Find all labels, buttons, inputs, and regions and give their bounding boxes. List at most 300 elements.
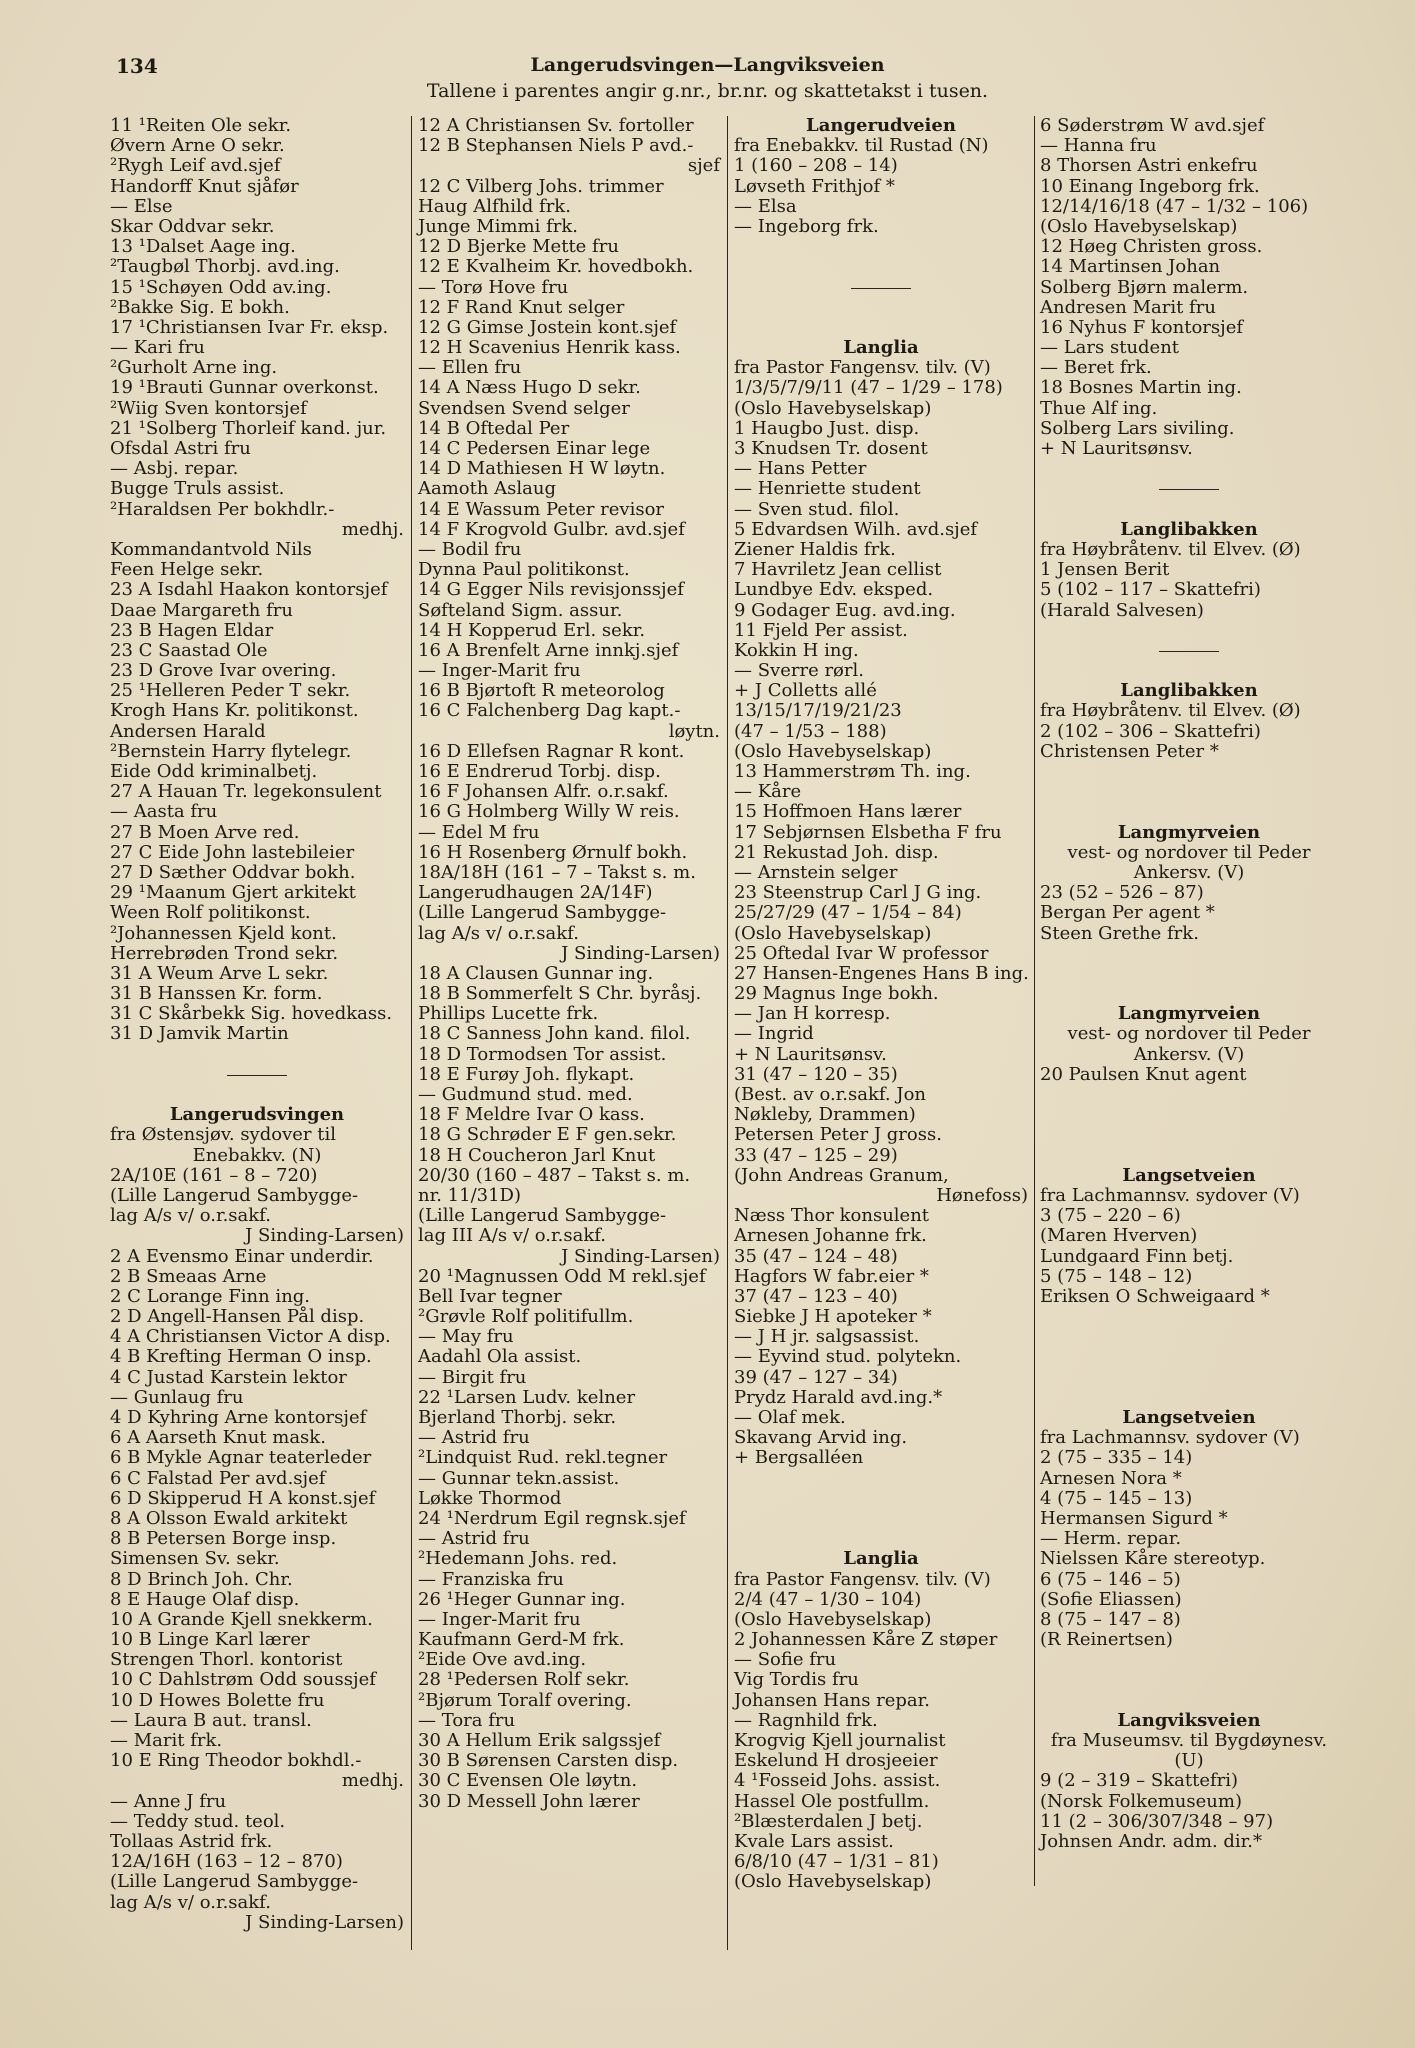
entry-line: 10 C Dahlstrøm Odd soussjef [110, 1669, 376, 1691]
entry-line: — Ingrid [734, 1023, 814, 1045]
entry-line: 1 (160 – 208 – 14) [734, 155, 898, 177]
entry-line: Christensen Peter * [1040, 740, 1219, 762]
entry-line: 14 D Mathiesen H W løytn. [418, 458, 666, 480]
entry-line: 22 ¹Larsen Ludv. kelner [418, 1386, 636, 1408]
entry-line: 12 G Gimse Jostein kont.sjef [418, 316, 677, 338]
entry-line: Nøkleby, Drammen) [734, 1104, 916, 1126]
entry-line: Næss Thor konsulent [734, 1205, 930, 1227]
entry-line: 3 Knudsen Tr. dosent [734, 438, 928, 459]
entry-line: — Lars student [1040, 337, 1180, 359]
entry-line: Feen Helge sekr. [110, 559, 264, 581]
entry-line: 13/15/17/19/21/23 [734, 700, 902, 722]
entry-line: 12 C Vilberg Johs. trimmer [418, 175, 664, 197]
entry-line: lag A/s v/ o.r.sakf. [418, 922, 579, 944]
blank-line [734, 1469, 1028, 1489]
entry-line: Andersen Harald [110, 720, 266, 742]
entry-line: — Ragnhild frk. [734, 1709, 878, 1731]
entry-line: 12 D Bjerke Mette fru [418, 236, 619, 258]
entry-line: Solberg Bjørn malerm. [1040, 276, 1249, 298]
entry-line: 10 E Ring Theodor bokhdl.- [110, 1750, 362, 1772]
entry-line: 8 A Olsson Ewald arkitekt [110, 1507, 348, 1529]
entry-line: 8 (75 – 147 – 8) [1040, 1608, 1181, 1630]
entry-line: 2 D Angell-Hansen Pål disp. [110, 1306, 365, 1328]
entry-line: Arnesen Nora * [1040, 1467, 1182, 1489]
entry-line: 2A/10E (161 – 8 – 720) [110, 1164, 318, 1186]
entry-line: Bergan Per agent * [1040, 902, 1215, 924]
entry-line: 31 B Hanssen Kr. form. [110, 983, 323, 1005]
entry-line: ²Bjørum Toralf overing. [418, 1689, 632, 1711]
entry-line: Løkke Thormod [418, 1487, 562, 1509]
street-heading: Langlia [843, 1548, 919, 1570]
entry-line: — Kåre [734, 781, 802, 803]
blank-line [1040, 500, 1338, 520]
entry-line: 35 (47 – 124 – 48) [734, 1245, 898, 1267]
entry-line: Junge Mimmi frk. [418, 215, 578, 237]
blank-line [1040, 1691, 1338, 1711]
entry-line: 14 B Oftedal Per [418, 417, 570, 439]
entry-line: — Gunnar tekn.assist. [418, 1467, 620, 1489]
entry-line: Steen Grethe frk. [1040, 922, 1199, 944]
entry-line: 16 Nyhus F kontorsjef [1040, 316, 1244, 338]
entry-line: (Harald Salvesen) [1040, 599, 1204, 621]
entry-line: 8 B Petersen Borge insp. [110, 1528, 337, 1550]
blank-line [734, 1489, 1028, 1509]
entry-continuation: medhj. [341, 1770, 404, 1792]
blank-line [734, 1509, 1028, 1529]
entry-line: — Olaf mek. [734, 1407, 846, 1428]
entry-line: 17 Sebjørnsen Elsbetha F fru [734, 821, 1002, 843]
entry-line: 21 Rekustad Joh. disp. [734, 841, 939, 863]
entry-line: 20 ¹Magnussen Odd M rekl.sjef [418, 1265, 706, 1287]
entry-line: Lundbye Edv. eksped. [734, 579, 934, 601]
entry-line: Bugge Truls assist. [110, 478, 285, 500]
entry-line: 6 Søderstrøm W avd.sjef [1040, 115, 1265, 136]
entry-line: 27 B Moen Arve red. [110, 821, 300, 843]
entry-line: 2/4 (47 – 1/30 – 104) [734, 1588, 922, 1610]
entry-line: lag A/s v/ o.r.sakf. [110, 1891, 271, 1913]
entry-line: fra Høybråtenv. til Elvev. (Ø) [1040, 700, 1301, 722]
entry-line: — Arnstein selger [734, 861, 898, 883]
directory-column-1 [110, 116, 404, 1933]
entry-line: Lundgaard Finn betj. [1040, 1245, 1234, 1267]
entry-line: Bell Ivar tegner [418, 1285, 562, 1307]
blank-line [1040, 1388, 1338, 1408]
entry-line: (Oslo Havebyselskap) [734, 397, 932, 419]
entry-line: Daae Margareth fru [110, 599, 293, 621]
entry-line: 7 Havriletz Jean cellist [734, 559, 942, 581]
entry-line: 12 E Kvalheim Kr. hovedbokh. [418, 256, 694, 278]
blank-line [110, 1085, 404, 1105]
entry-line: Svendsen Svend selger [418, 397, 630, 419]
entry-line: ²Johannessen Kjeld kont. [110, 922, 337, 944]
blank-line [1040, 1670, 1338, 1690]
entry-line: — Kari fru [110, 337, 205, 359]
entry-line: ²Haraldsen Per bokhdlr.- [110, 498, 335, 520]
entry-line: 9 Godager Eug. avd.ing. [734, 599, 956, 621]
blank-line [1040, 1307, 1338, 1327]
entry-line: 18 D Tormodsen Tor assist. [418, 1043, 667, 1065]
entry-line: 18 H Coucheron Jarl Knut [418, 1144, 656, 1166]
entry-line: Strengen Thorl. kontorist [110, 1649, 343, 1671]
entry-line: 16 E Endrerud Torbj. disp. [418, 761, 661, 782]
entry-line: Dynna Paul politikonst. [418, 559, 630, 581]
street-description: (U) [1174, 1750, 1204, 1772]
entry-line: (R Reinertsen) [1040, 1629, 1173, 1651]
directory-column-4 [1040, 116, 1338, 1852]
entry-line: 4 D Kyhring Arne kontorsjef [110, 1407, 367, 1428]
street-description: Ankersv. (V) [1133, 1043, 1245, 1065]
entry-line: 27 D Sæther Oddvar bokh. [110, 861, 356, 883]
entry-line: 9 (2 – 319 – Skattefri) [1040, 1770, 1239, 1792]
blank-line [110, 1045, 404, 1065]
entry-line: 5 (75 – 148 – 12) [1040, 1265, 1193, 1287]
entry-line: — Asbj. repar. [110, 458, 239, 480]
entry-line: 23 D Grove Ivar overing. [110, 660, 337, 682]
entry-line: 1 Jensen Berit [1040, 559, 1170, 581]
entry-line: 26 ¹Heger Gunnar ing. [418, 1588, 626, 1610]
entry-line: lag III A/s v/ o.r.sakf. [418, 1225, 606, 1247]
entry-line: Skar Oddvar sekr. [110, 215, 275, 237]
entry-line: Løvseth Frithjof * [734, 175, 895, 197]
entry-line: 14 C Pedersen Einar lege [418, 438, 651, 459]
entry-line: ²Blæsterdalen J betj. [734, 1810, 923, 1832]
entry-line: — Elsa [734, 195, 797, 217]
entry-line: + N Lauritsønsv. [1040, 438, 1193, 459]
entry-line: lag A/s v/ o.r.sakf. [110, 1205, 271, 1227]
street-heading: Langlia [843, 337, 919, 359]
entry-line: 20 Paulsen Knut agent [1040, 1063, 1247, 1085]
entry-line: 31 (47 – 120 – 35) [734, 1063, 898, 1085]
entry-line: 23 C Saastad Ole [110, 639, 268, 661]
entry-line: 23 (52 – 526 – 87) [1040, 882, 1204, 904]
entry-line: (Sofie Eliassen) [1040, 1588, 1182, 1610]
entry-line: 14 G Egger Nils revisjonssjef [418, 579, 684, 601]
entry-line: — Eyvind stud. polytekn. [734, 1346, 962, 1368]
section-separator [1040, 641, 1338, 661]
entry-line: (Lille Langerud Sambygge- [110, 1184, 359, 1206]
entry-line: 27 Hansen-Engenes Hans B ing. [734, 962, 1029, 984]
entry-line: (Oslo Havebyselskap) [734, 922, 932, 944]
entry-line: — Marit frk. [110, 1730, 223, 1751]
entry-line: 12 B Stephansen Niels P avd.- [418, 135, 694, 157]
entry-line: — May fru [418, 1326, 514, 1348]
entry-line: Hassel Ole postfullm. [734, 1790, 930, 1812]
blank-line [1040, 782, 1338, 802]
entry-line: + Bergsalléen [734, 1447, 864, 1469]
entry-line: Arnesen Johanne frk. [734, 1225, 927, 1247]
entry-line: Handorff Knut sjåfør [110, 175, 299, 197]
entry-line: — Ellen fru [418, 357, 522, 379]
entry-line: Krogh Hans Kr. politikonst. [110, 700, 359, 722]
column-divider [727, 116, 728, 1950]
entry-line: — Teddy stud. teol. [110, 1810, 286, 1832]
entry-line: 27 C Eide John lastebileier [110, 841, 355, 863]
entry-line: 27 A Hauan Tr. legekonsulent [110, 781, 382, 803]
entry-line: 30 C Evensen Ole løytn. [418, 1770, 638, 1792]
entry-line: Hermansen Sigurd * [1040, 1507, 1228, 1529]
blank-line [734, 318, 1028, 338]
entry-line: 5 (102 – 117 – Skattefri) [1040, 579, 1261, 601]
street-description: vest- og nordover til Peder [1067, 841, 1311, 863]
entry-line: fra Pastor Fangensv. tilv. (V) [734, 1568, 991, 1590]
entry-line: (Best. av o.r.sakf. Jon [734, 1084, 927, 1105]
entry-line: 25/27/29 (47 – 1/54 – 84) [734, 902, 962, 924]
entry-line: Siebke J H apoteker * [734, 1306, 932, 1328]
entry-line: (John Andreas Granum, [734, 1164, 949, 1186]
entry-line: 11 ¹Reiten Ole sekr. [110, 115, 292, 136]
street-heading: Langsetveien [1122, 1407, 1256, 1428]
entry-line: 10 D Howes Bolette fru [110, 1689, 325, 1711]
entry-line: 12/14/16/18 (47 – 1/32 – 106) [1040, 195, 1309, 217]
entry-line: 16 A Brenfelt Arne innkj.sjef [418, 639, 679, 661]
entry-line: 14 F Krogvold Gulbr. avd.sjef [418, 518, 685, 540]
entry-line: 37 (47 – 123 – 40) [734, 1285, 898, 1307]
entry-line: 13 Hammerstrøm Th. ing. [734, 761, 971, 782]
entry-line: Phillips Lucette frk. [418, 1003, 599, 1025]
entry-line: 4 C Justad Karstein lektor [110, 1366, 347, 1388]
street-description: Ankersv. (V) [1133, 861, 1245, 883]
entry-line: Bjerland Thorbj. sekr. [418, 1407, 617, 1428]
entry-line: Solberg Lars siviling. [1040, 417, 1235, 439]
entry-line: — Birgit fru [418, 1366, 527, 1388]
street-heading: Langmyrveien [1117, 1003, 1261, 1025]
column-divider [1034, 116, 1035, 1886]
entry-line: — Astrid fru [418, 1427, 530, 1449]
entry-line: 16 G Holmberg Willy W reis. [418, 801, 680, 823]
entry-line: 13 ¹Dalset Aage ing. [110, 236, 296, 258]
entry-line: Skavang Arvid ing. [734, 1427, 908, 1449]
entry-line: 12 H Scavenius Henrik kass. [418, 337, 681, 359]
entry-line: 4 B Krefting Herman O insp. [110, 1346, 372, 1368]
entry-line: — Franziska fru [418, 1568, 564, 1590]
entry-line: 31 A Weum Arve L sekr. [110, 962, 329, 984]
entry-line: 12 Høeg Christen gross. [1040, 236, 1263, 258]
entry-line: — Hans Petter [734, 458, 867, 480]
entry-line: 2 C Lorange Finn ing. [110, 1285, 311, 1307]
entry-continuation: J Sinding-Larsen) [561, 942, 720, 964]
entry-line: 16 H Rosenberg Ørnulf bokh. [418, 841, 688, 863]
entry-line: — Sofie fru [734, 1649, 837, 1671]
entry-line: (Lille Langerud Sambygge- [418, 1205, 667, 1227]
blank-line [734, 257, 1028, 277]
entry-line: 18 F Meldre Ivar O kass. [418, 1104, 645, 1126]
entry-line: Prydz Harald avd.ing.* [734, 1386, 943, 1408]
entry-line: 15 Hoffmoen Hans lærer [734, 801, 962, 823]
entry-line: 33 (47 – 125 – 29) [734, 1144, 898, 1166]
entry-line: — J H jr. salgsassist. [734, 1326, 920, 1348]
street-heading: Langerudsvingen [169, 1104, 345, 1126]
entry-line: 29 Magnus Inge bokh. [734, 983, 939, 1005]
street-heading: Langsetveien [1122, 1164, 1256, 1186]
entry-line: 11 (2 – 306/307/348 – 97) [1040, 1810, 1274, 1832]
entry-line: Eriksen O Schweigaard * [1040, 1285, 1270, 1307]
entry-line: (Lille Langerud Sambygge- [110, 1871, 359, 1893]
entry-line: Johnsen Andr. adm. dir.* [1040, 1830, 1263, 1852]
entry-line: Krogvig Kjell journalist [734, 1730, 946, 1751]
entry-line: Johansen Hans repar. [734, 1689, 931, 1711]
entry-line: Ziener Haldis frk. [734, 538, 896, 560]
entry-line: Thue Alf ing. [1040, 397, 1158, 419]
entry-line: Ween Rolf politikonst. [110, 902, 311, 924]
blank-line [1040, 1105, 1338, 1125]
entry-line: Herrebrøden Trond sekr. [110, 942, 339, 964]
entry-line: Kaufmann Gerd-M frk. [418, 1629, 625, 1651]
street-description: vest- og nordover til Peder [1067, 1023, 1311, 1045]
entry-line: (47 – 1/53 – 188) [734, 720, 887, 742]
entry-line: 14 H Kopperud Erl. sekr. [418, 619, 646, 641]
entry-line: — Inger-Marit fru [418, 1608, 581, 1630]
entry-line: 12A/16H (163 – 12 – 870) [110, 1851, 343, 1873]
entry-line: ²Taugbøl Thorbj. avd.ing. [110, 256, 340, 278]
entry-continuation: J Sinding-Larsen) [561, 1245, 720, 1267]
entry-line: (Oslo Havebyselskap) [734, 1608, 932, 1630]
entry-line: 10 A Grande Kjell snekkerm. [110, 1608, 373, 1630]
entry-continuation: J Sinding-Larsen) [245, 1225, 404, 1247]
entry-line: 8 D Brinch Joh. Chr. [110, 1568, 293, 1590]
entry-line: Tollaas Astrid frk. [110, 1830, 273, 1852]
entry-line: Aamoth Aslaug [418, 478, 557, 500]
entry-line: 18A/18H (161 – 7 – Takst s. m. [418, 861, 696, 883]
entry-line: 25 Oftedal Ivar W professor [734, 942, 989, 964]
entry-line: fra Østensjøv. sydover til [110, 1124, 336, 1146]
entry-line: 2 B Smeaas Arne [110, 1265, 267, 1287]
entry-line: 6 C Falstad Per avd.sjef [110, 1467, 326, 1489]
column-divider [411, 116, 412, 1950]
entry-line: 6 B Mykle Agnar teaterleder [110, 1447, 372, 1469]
blank-line [734, 1529, 1028, 1549]
page-subtitle: Tallene i parentes angir g.nr., br.nr. og skattetakst i tusen. [426, 80, 989, 102]
entry-line: — Tora fru [418, 1709, 516, 1731]
entry-line: Kvale Lars assist. [734, 1830, 894, 1852]
entry-line: 39 (47 – 127 – 34) [734, 1366, 898, 1388]
entry-continuation: J Sinding-Larsen) [245, 1911, 404, 1933]
entry-line: ²Bakke Sig. E bokh. [110, 296, 290, 318]
entry-line: — Gudmund stud. med. [418, 1084, 633, 1105]
entry-line: 19 ¹Brauti Gunnar overkonst. [110, 377, 379, 399]
entry-line: fra Høybråtenv. til Elvev. (Ø) [1040, 538, 1301, 560]
entry-line: 18 E Furøy Joh. flykapt. [418, 1063, 635, 1085]
entry-line: — Henriette student [734, 478, 921, 500]
entry-line: fra Pastor Fangensv. tilv. (V) [734, 357, 991, 379]
entry-line: Ofsdal Astri fru [110, 438, 251, 459]
blank-line [1040, 1347, 1338, 1367]
entry-line: 6 (75 – 146 – 5) [1040, 1568, 1181, 1590]
section-separator [734, 278, 1028, 298]
entry-line: 18 B Sommerfelt S Chr. byråsj. [418, 983, 702, 1005]
entry-line: 14 A Næss Hugo D sekr. [418, 377, 641, 399]
entry-line: 15 ¹Schøyen Odd av.ing. [110, 276, 332, 298]
entry-line: — Edel M fru [418, 821, 540, 843]
blank-line [1040, 964, 1338, 984]
entry-line: ²Wiig Sven kontorsjef [110, 397, 307, 419]
entry-line: ²Rygh Leif avd.sjef [110, 155, 281, 177]
entry-line: — Laura B aut. transl. [110, 1709, 312, 1731]
blank-line [1040, 1327, 1338, 1347]
entry-line: 6 A Aarseth Knut mask. [110, 1427, 326, 1449]
entry-line: + N Lauritsønsv. [734, 1043, 887, 1065]
entry-line: 25 ¹Helleren Peder T sekr. [110, 680, 351, 702]
entry-line: 30 B Sørensen Carsten disp. [418, 1750, 679, 1772]
entry-line: ²Eide Ove avd.ing. [418, 1649, 587, 1671]
blank-line [1040, 459, 1338, 479]
entry-line: (Oslo Havebyselskap) [734, 740, 932, 762]
street-heading: Langerudveien [806, 115, 956, 136]
entry-line: 18 C Sanness John kand. filol. [418, 1023, 691, 1045]
entry-line: 2 (102 – 306 – Skattefri) [1040, 720, 1261, 742]
entry-line: — Aasta fru [110, 801, 218, 823]
entry-continuation: løytn. [668, 720, 720, 742]
page-number: 134 [116, 54, 158, 78]
entry-line: 1/3/5/7/9/11 (47 – 1/29 – 178) [734, 377, 1003, 399]
entry-line: 18 G Schrøder E F gen.sekr. [418, 1124, 677, 1146]
entry-line: — Hanna fru [1040, 135, 1157, 157]
entry-line: ²Grøvle Rolf politifullm. [418, 1306, 634, 1328]
entry-line: 23 B Hagen Eldar [110, 619, 274, 641]
entry-line: 31 C Skårbekk Sig. hovedkass. [110, 1003, 393, 1025]
entry-line: — Beret frk. [1040, 357, 1152, 379]
entry-line: ²Hedemann Johs. red. [418, 1548, 618, 1570]
entry-line: 20/30 (160 – 487 – Takst s. m. [418, 1164, 691, 1186]
entry-line: 21 ¹Solberg Thorleif kand. jur. [110, 417, 387, 439]
entry-line: — Sverre rørl. [734, 660, 864, 682]
entry-line: Hagfors W fabr.eier * [734, 1265, 929, 1287]
blank-line [1040, 1650, 1338, 1670]
entry-line: 8 Thorsen Astri enkefru [1040, 155, 1258, 177]
entry-line: 10 B Linge Karl lærer [110, 1629, 310, 1651]
entry-line: ²Lindquist Rud. rekl.tegner [418, 1447, 668, 1469]
entry-line: — Sven stud. filol. [734, 498, 900, 520]
entry-line: 14 E Wassum Peter revisor [418, 498, 665, 520]
entry-line: — Herm. repar. [1040, 1528, 1182, 1550]
blank-line [1040, 762, 1338, 782]
entry-continuation: sjef [687, 155, 720, 177]
street-heading: Langlibakken [1120, 680, 1258, 702]
entry-line: — Gunlaug fru [110, 1386, 244, 1408]
entry-line: fra Enebakkv. til Rustad (N) [734, 135, 989, 157]
entry-line: 8 E Hauge Olaf disp. [110, 1588, 300, 1610]
entry-line: Petersen Peter J gross. [734, 1124, 942, 1146]
entry-line: 24 ¹Nerdrum Egil regnsk.sjef [418, 1507, 686, 1529]
entry-line: 23 A Isdahl Haakon kontorsjef [110, 579, 388, 601]
entry-line: 12 F Rand Knut selger [418, 296, 625, 318]
street-heading: Langlibakken [1120, 518, 1258, 540]
street-heading: Langviksveien [1117, 1709, 1261, 1731]
entry-line: 28 ¹Pedersen Rolf sekr. [418, 1669, 630, 1691]
entry-line: Langerudhaugen 2A/14F) [418, 882, 653, 904]
entry-line: fra Lachmannsv. sydover (V) [1040, 1184, 1300, 1206]
entry-line: — Inger-Marit fru [418, 660, 581, 682]
entry-line: Aadahl Ola assist. [418, 1346, 582, 1368]
entry-line: Simensen Sv. sekr. [110, 1548, 280, 1570]
entry-line: ²Gurholt Arne ing. [110, 357, 278, 379]
entry-line: 10 Einang Ingeborg frk. [1040, 175, 1260, 197]
street-description: fra Museumsv. til Bygdøynesv. [1050, 1730, 1328, 1751]
entry-line: 4 ¹Fosseid Johs. assist. [734, 1770, 941, 1792]
entry-line: 31 D Jamvik Martin [110, 1023, 289, 1045]
entry-line: ²Bernstein Harry flytelegr. [110, 740, 352, 762]
entry-line: + J Colletts allé [734, 680, 877, 702]
entry-line: Andresen Marit fru [1040, 296, 1216, 318]
street-description: Enebakkv. (N) [192, 1144, 322, 1166]
section-separator [110, 1065, 404, 1085]
blank-line [1040, 621, 1338, 641]
entry-line: (Oslo Havebyselskap) [1040, 215, 1238, 237]
entry-line: Øvern Arne O sekr. [110, 135, 285, 157]
blank-line [1040, 661, 1338, 681]
entry-line: Eide Odd kriminalbetj. [110, 761, 318, 782]
entry-line: 29 ¹Maanum Gjert arkitekt [110, 882, 356, 904]
blank-line [1040, 984, 1338, 1004]
